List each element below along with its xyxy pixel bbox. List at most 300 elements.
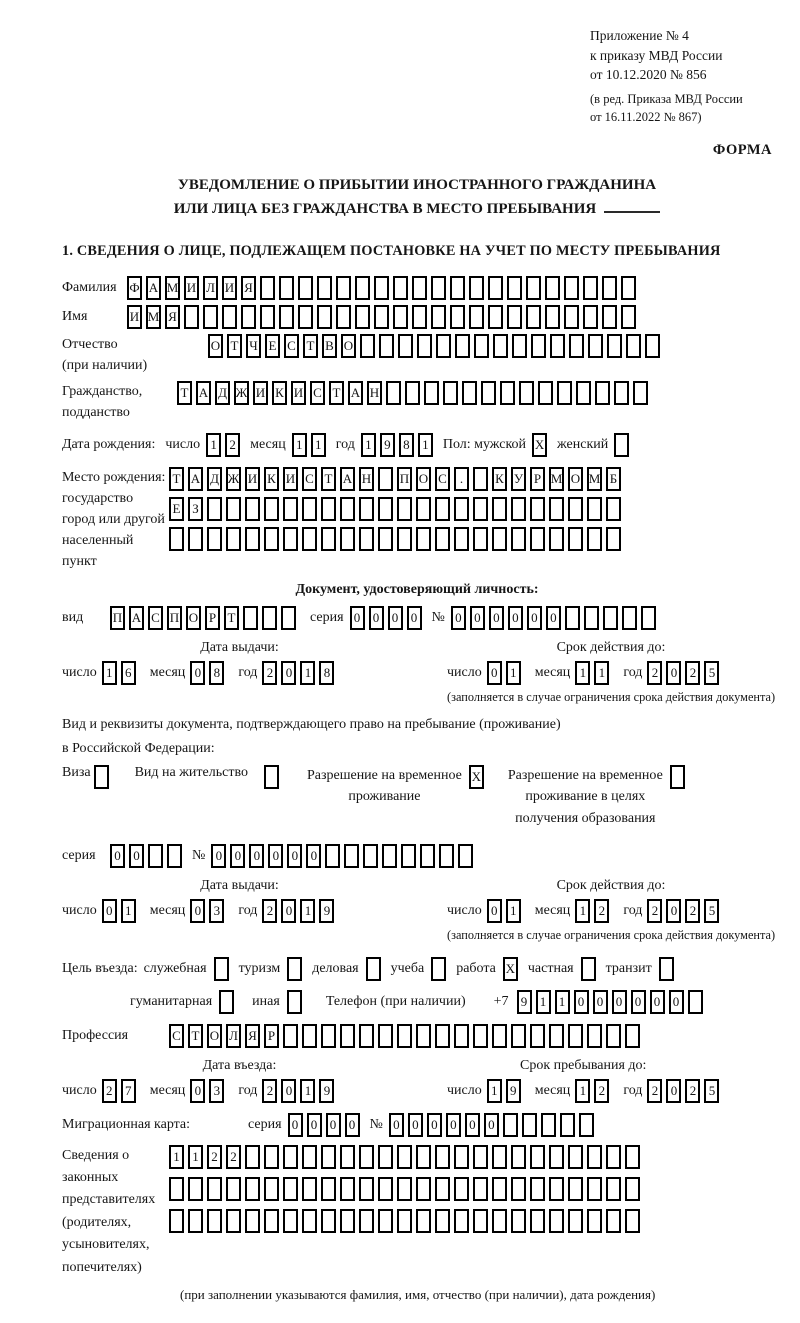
stay-month-input[interactable] [575,1079,609,1103]
char-box[interactable] [397,497,412,521]
char-box[interactable] [587,1209,602,1233]
char-box[interactable] [340,527,355,551]
char-box[interactable]: 2 [102,1079,117,1103]
entry-month-input[interactable] [190,1079,224,1103]
char-box[interactable] [606,1145,621,1169]
char-box[interactable] [167,844,182,868]
char-box[interactable] [302,1145,317,1169]
char-box[interactable]: 0 [190,661,205,685]
patronymic-input[interactable] [208,334,660,358]
stay-day-input[interactable] [487,1079,521,1103]
doc-kind-input[interactable] [110,606,296,630]
char-box[interactable]: О [207,1024,222,1048]
char-box[interactable]: 0 [287,844,302,868]
char-box[interactable] [283,1177,298,1201]
char-box[interactable] [317,276,332,300]
birth-place-row3-input[interactable] [169,527,621,551]
char-box[interactable] [283,527,298,551]
char-box[interactable] [302,1024,317,1048]
char-box[interactable]: 0 [508,606,523,630]
char-box[interactable] [568,527,583,551]
char-box[interactable]: 0 [249,844,264,868]
char-box[interactable] [688,990,703,1014]
char-box[interactable] [344,844,359,868]
char-box[interactable]: 2 [647,661,662,685]
char-box[interactable] [245,497,260,521]
char-box[interactable] [416,1145,431,1169]
char-box[interactable]: Н [359,467,374,491]
char-box[interactable] [283,1024,298,1048]
char-box[interactable] [450,305,465,329]
char-box[interactable] [302,1209,317,1233]
char-box[interactable] [583,305,598,329]
char-box[interactable]: О [568,467,583,491]
char-box[interactable] [549,1145,564,1169]
purpose-tourism-checkbox[interactable] [287,957,302,981]
char-box[interactable] [302,497,317,521]
char-box[interactable] [579,1113,594,1137]
char-box[interactable] [474,334,489,358]
char-box[interactable] [568,497,583,521]
profession-input[interactable] [169,1024,640,1048]
permit-valid-year-input[interactable] [647,899,719,923]
char-box[interactable]: М [587,467,602,491]
char-box[interactable] [557,381,572,405]
char-box[interactable] [359,1145,374,1169]
char-box[interactable]: 1 [418,433,433,457]
char-box[interactable] [492,1024,507,1048]
char-box[interactable] [226,497,241,521]
char-box[interactable] [374,276,389,300]
purpose-private-checkbox[interactable] [581,957,596,981]
char-box[interactable] [614,433,629,457]
char-box[interactable]: 0 [350,606,365,630]
char-box[interactable] [325,844,340,868]
char-box[interactable] [264,765,279,789]
char-box[interactable]: 0 [407,606,422,630]
char-box[interactable] [379,334,394,358]
char-box[interactable] [436,334,451,358]
char-box[interactable]: К [492,467,507,491]
char-box[interactable]: 2 [225,433,240,457]
char-box[interactable] [493,334,508,358]
birth-place-row1-input[interactable] [169,467,621,491]
char-box[interactable] [287,990,302,1014]
char-box[interactable]: 1 [300,899,315,923]
char-box[interactable] [435,497,450,521]
char-box[interactable]: X [469,765,484,789]
char-box[interactable] [219,990,234,1014]
char-box[interactable] [245,527,260,551]
char-box[interactable] [226,1209,241,1233]
char-box[interactable]: 0 [306,844,321,868]
char-box[interactable] [359,1209,374,1233]
char-box[interactable] [226,527,241,551]
visa-checkbox[interactable] [94,765,109,789]
char-box[interactable]: 0 [489,606,504,630]
citizenship-input[interactable] [177,381,648,405]
char-box[interactable] [530,527,545,551]
char-box[interactable]: 1 [206,433,221,457]
birth-year-input[interactable] [361,433,433,457]
char-box[interactable] [560,1113,575,1137]
char-box[interactable] [439,844,454,868]
char-box[interactable]: С [435,467,450,491]
purpose-other-checkbox[interactable] [287,990,302,1014]
char-box[interactable]: 0 [268,844,283,868]
char-box[interactable] [401,844,416,868]
permit-issue-year-input[interactable] [262,899,334,923]
char-box[interactable]: 0 [211,844,226,868]
char-box[interactable] [359,1177,374,1201]
char-box[interactable] [264,497,279,521]
char-box[interactable] [587,497,602,521]
char-box[interactable]: 2 [647,1079,662,1103]
sex-female-checkbox[interactable] [614,433,629,457]
char-box[interactable] [435,527,450,551]
char-box[interactable]: Т [329,381,344,405]
char-box[interactable]: Т [169,467,184,491]
purpose-work-checkbox[interactable] [503,957,518,981]
char-box[interactable]: П [167,606,182,630]
char-box[interactable]: Д [207,467,222,491]
char-box[interactable] [416,1177,431,1201]
char-box[interactable] [511,1024,526,1048]
char-box[interactable]: Ф [127,276,142,300]
char-box[interactable] [492,527,507,551]
char-box[interactable]: Ж [234,381,249,405]
char-box[interactable] [378,527,393,551]
char-box[interactable] [507,305,522,329]
permit-valid-day-input[interactable] [487,899,521,923]
char-box[interactable]: 1 [300,661,315,685]
char-box[interactable]: 2 [594,1079,609,1103]
char-box[interactable]: 1 [594,661,609,685]
char-box[interactable] [264,1209,279,1233]
char-box[interactable]: 0 [446,1113,461,1137]
char-box[interactable] [584,606,599,630]
purpose-humanitarian-checkbox[interactable] [219,990,234,1014]
char-box[interactable]: 2 [685,661,700,685]
char-box[interactable] [576,381,591,405]
char-box[interactable]: С [302,467,317,491]
char-box[interactable]: 9 [319,899,334,923]
char-box[interactable]: Я [165,305,180,329]
char-box[interactable]: Т [227,334,242,358]
char-box[interactable]: 1 [121,899,136,923]
char-box[interactable] [625,1145,640,1169]
char-box[interactable] [169,1177,184,1201]
char-box[interactable] [645,334,660,358]
char-box[interactable] [321,1024,336,1048]
char-box[interactable] [378,1024,393,1048]
doc-valid-month-input[interactable] [575,661,609,685]
char-box[interactable] [568,1209,583,1233]
char-box[interactable]: И [222,276,237,300]
char-box[interactable] [511,497,526,521]
char-box[interactable] [340,1177,355,1201]
char-box[interactable] [207,527,222,551]
char-box[interactable]: 0 [487,661,502,685]
char-box[interactable] [473,527,488,551]
char-box[interactable] [454,1024,469,1048]
char-box[interactable] [241,305,256,329]
char-box[interactable] [416,497,431,521]
char-box[interactable] [397,1177,412,1201]
temp-permit-edu-checkbox[interactable] [670,765,685,789]
char-box[interactable] [607,334,622,358]
char-box[interactable] [625,1024,640,1048]
char-box[interactable] [530,1209,545,1233]
char-box[interactable]: 3 [209,899,224,923]
char-box[interactable] [260,305,275,329]
char-box[interactable]: 1 [300,1079,315,1103]
char-box[interactable] [298,276,313,300]
char-box[interactable]: 6 [121,661,136,685]
char-box[interactable] [606,497,621,521]
doc-issue-year-input[interactable] [262,661,334,685]
temp-permit-checkbox[interactable] [469,765,484,789]
char-box[interactable] [214,957,229,981]
char-box[interactable]: М [549,467,564,491]
char-box[interactable]: Ж [226,467,241,491]
char-box[interactable]: А [129,606,144,630]
char-box[interactable] [431,276,446,300]
char-box[interactable]: 2 [262,661,277,685]
permit-issue-day-input[interactable] [102,899,136,923]
char-box[interactable] [595,381,610,405]
char-box[interactable]: . [454,467,469,491]
char-box[interactable]: С [169,1024,184,1048]
char-box[interactable] [264,1145,279,1169]
char-box[interactable]: 0 [593,990,608,1014]
char-box[interactable] [454,497,469,521]
char-box[interactable] [417,334,432,358]
char-box[interactable] [393,305,408,329]
char-box[interactable]: С [284,334,299,358]
char-box[interactable] [188,527,203,551]
char-box[interactable]: И [127,305,142,329]
mig-series-input[interactable] [288,1113,360,1137]
char-box[interactable]: Т [303,334,318,358]
char-box[interactable] [203,305,218,329]
surname-input[interactable] [127,276,636,300]
char-box[interactable]: 0 [389,1113,404,1137]
char-box[interactable] [625,1177,640,1201]
char-box[interactable] [641,606,656,630]
char-box[interactable] [374,305,389,329]
char-box[interactable] [530,1177,545,1201]
char-box[interactable] [355,305,370,329]
char-box[interactable] [281,606,296,630]
char-box[interactable]: 0 [281,1079,296,1103]
char-box[interactable] [398,334,413,358]
char-box[interactable] [450,276,465,300]
char-box[interactable] [564,276,579,300]
char-box[interactable] [519,381,534,405]
char-box[interactable] [424,381,439,405]
char-box[interactable]: 0 [230,844,245,868]
legal-reps-row2-input[interactable] [169,1177,640,1201]
legal-reps-row1-input[interactable] [169,1145,640,1169]
char-box[interactable] [340,497,355,521]
char-box[interactable]: 0 [631,990,646,1014]
char-box[interactable]: 9 [380,433,395,457]
char-box[interactable]: А [340,467,355,491]
name-input[interactable] [127,305,636,329]
char-box[interactable] [262,606,277,630]
char-box[interactable] [606,1024,621,1048]
char-box[interactable]: 5 [704,1079,719,1103]
char-box[interactable]: 0 [451,606,466,630]
char-box[interactable] [283,1209,298,1233]
char-box[interactable]: 0 [281,661,296,685]
char-box[interactable] [321,497,336,521]
doc-valid-day-input[interactable] [487,661,521,685]
sex-male-checkbox[interactable] [532,433,547,457]
char-box[interactable] [226,1177,241,1201]
char-box[interactable]: 0 [281,899,296,923]
char-box[interactable]: 8 [319,661,334,685]
char-box[interactable]: 1 [575,1079,590,1103]
char-box[interactable] [602,305,617,329]
char-box[interactable] [207,1177,222,1201]
char-box[interactable] [245,1177,260,1201]
char-box[interactable]: Л [226,1024,241,1048]
char-box[interactable] [626,334,641,358]
phone-input[interactable] [517,990,703,1014]
char-box[interactable]: 0 [129,844,144,868]
char-box[interactable] [188,1209,203,1233]
char-box[interactable] [481,381,496,405]
char-box[interactable] [492,1177,507,1201]
char-box[interactable]: X [503,957,518,981]
char-box[interactable] [530,1145,545,1169]
char-box[interactable]: А [196,381,211,405]
char-box[interactable] [317,305,332,329]
permit-valid-month-input[interactable] [575,899,609,923]
char-box[interactable]: 1 [487,1079,502,1103]
char-box[interactable] [416,527,431,551]
char-box[interactable]: Р [530,467,545,491]
char-box[interactable]: 1 [169,1145,184,1169]
char-box[interactable] [431,957,446,981]
char-box[interactable]: 0 [465,1113,480,1137]
char-box[interactable] [633,381,648,405]
char-box[interactable]: 1 [292,433,307,457]
char-box[interactable] [526,305,541,329]
char-box[interactable] [530,497,545,521]
char-box[interactable]: 5 [704,661,719,685]
char-box[interactable]: 2 [207,1145,222,1169]
char-box[interactable] [488,276,503,300]
char-box[interactable]: О [186,606,201,630]
char-box[interactable] [549,1024,564,1048]
char-box[interactable]: Р [264,1024,279,1048]
char-box[interactable] [583,276,598,300]
char-box[interactable]: Н [367,381,382,405]
char-box[interactable]: 0 [427,1113,442,1137]
char-box[interactable] [360,334,375,358]
purpose-study-checkbox[interactable] [431,957,446,981]
char-box[interactable] [169,527,184,551]
char-box[interactable]: А [146,276,161,300]
char-box[interactable]: 2 [647,899,662,923]
char-box[interactable] [416,1209,431,1233]
char-box[interactable] [469,276,484,300]
char-box[interactable]: С [148,606,163,630]
char-box[interactable] [503,1113,518,1137]
char-box[interactable] [340,1145,355,1169]
char-box[interactable] [492,497,507,521]
char-box[interactable] [587,1145,602,1169]
char-box[interactable] [243,606,258,630]
char-box[interactable] [511,1209,526,1233]
char-box[interactable]: И [245,467,260,491]
char-box[interactable] [500,381,515,405]
char-box[interactable]: 9 [506,1079,521,1103]
char-box[interactable] [435,1145,450,1169]
char-box[interactable] [454,1145,469,1169]
char-box[interactable] [568,1177,583,1201]
char-box[interactable]: 1 [506,661,521,685]
char-box[interactable] [462,381,477,405]
char-box[interactable] [587,1024,602,1048]
char-box[interactable] [511,527,526,551]
char-box[interactable]: Р [205,606,220,630]
char-box[interactable]: 0 [612,990,627,1014]
char-box[interactable] [412,305,427,329]
char-box[interactable] [565,606,580,630]
char-box[interactable] [550,334,565,358]
char-box[interactable] [587,1177,602,1201]
char-box[interactable] [512,334,527,358]
char-box[interactable] [606,1177,621,1201]
char-box[interactable] [397,1209,412,1233]
char-box[interactable] [621,305,636,329]
char-box[interactable] [538,381,553,405]
char-box[interactable]: Е [169,497,184,521]
char-box[interactable] [621,276,636,300]
char-box[interactable] [587,527,602,551]
char-box[interactable]: 0 [666,1079,681,1103]
char-box[interactable]: Л [203,276,218,300]
char-box[interactable] [260,276,275,300]
char-box[interactable]: 0 [484,1113,499,1137]
char-box[interactable] [435,1177,450,1201]
permit-issue-month-input[interactable] [190,899,224,923]
char-box[interactable] [622,606,637,630]
char-box[interactable] [522,1113,537,1137]
char-box[interactable] [473,1024,488,1048]
char-box[interactable]: 1 [575,661,590,685]
char-box[interactable] [298,305,313,329]
mig-number-input[interactable] [389,1113,594,1137]
char-box[interactable]: 1 [102,661,117,685]
char-box[interactable] [355,276,370,300]
char-box[interactable]: 9 [319,1079,334,1103]
char-box[interactable]: 1 [361,433,376,457]
doc-valid-year-input[interactable] [647,661,719,685]
char-box[interactable]: О [341,334,356,358]
char-box[interactable]: 0 [408,1113,423,1137]
char-box[interactable] [279,276,294,300]
char-box[interactable] [454,1177,469,1201]
birth-place-row2-input[interactable] [169,497,621,521]
char-box[interactable] [363,844,378,868]
char-box[interactable] [340,1209,355,1233]
char-box[interactable] [581,957,596,981]
